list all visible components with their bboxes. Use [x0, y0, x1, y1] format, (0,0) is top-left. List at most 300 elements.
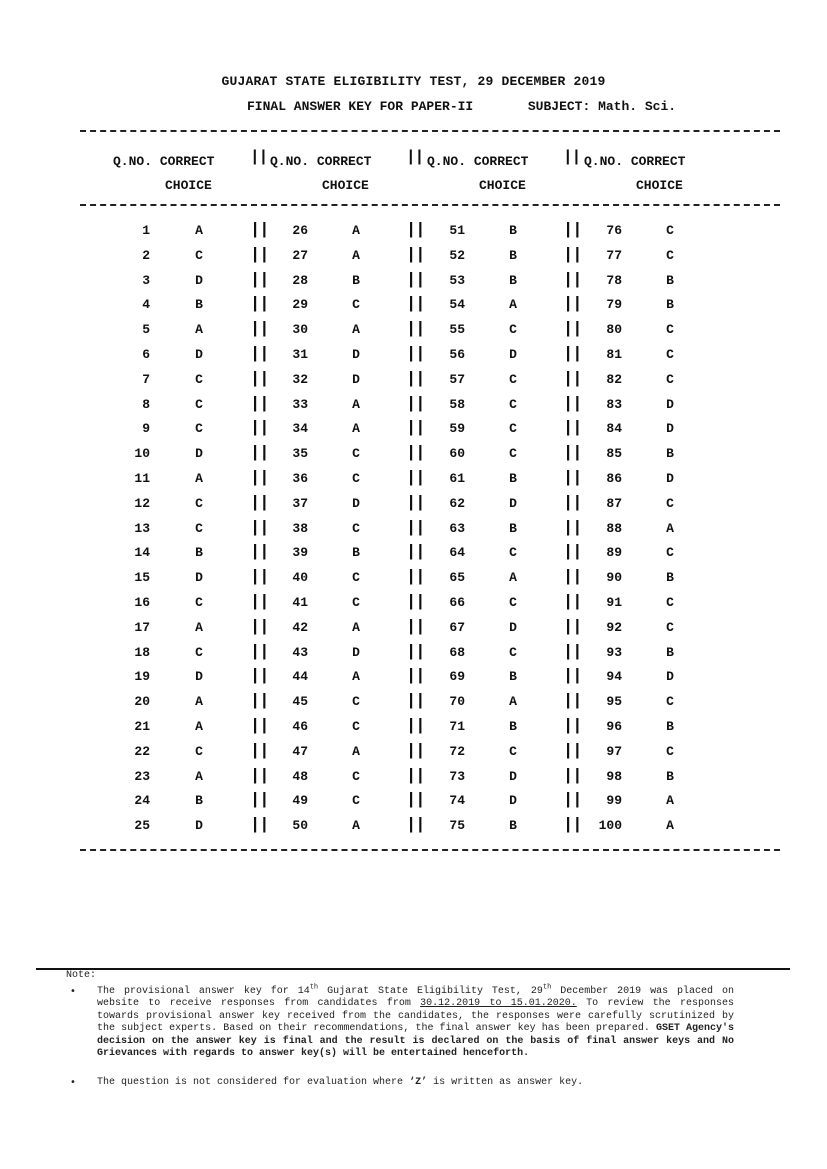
answer-choice: D: [509, 619, 517, 635]
column-separator: ||: [406, 543, 425, 563]
column-separator: ||: [250, 642, 269, 662]
column-separator: ||: [250, 568, 269, 588]
question-number: 67: [449, 619, 465, 635]
column-separator: ||: [563, 221, 582, 240]
question-number: 47: [292, 743, 308, 759]
question-number: 36: [292, 471, 308, 486]
answer-choice: C: [352, 768, 360, 784]
answer-choice: D: [666, 669, 674, 685]
answer-choice: D: [666, 471, 674, 486]
answer-choice: B: [666, 272, 674, 288]
question-number: 60: [449, 446, 465, 462]
answer-choice: C: [352, 446, 360, 462]
question-number: 21: [134, 719, 150, 734]
column-separator: ||: [563, 469, 582, 488]
choice-header: CHOICE: [322, 178, 369, 193]
column-separator: ||: [406, 369, 425, 389]
question-number: 79: [606, 297, 622, 313]
question-number: 35: [292, 446, 308, 462]
column-separator: ||: [563, 667, 582, 687]
column-header: [584, 150, 685, 198]
question-number: 40: [292, 570, 308, 586]
column-separator: ||: [406, 320, 425, 340]
answer-choice: B: [666, 570, 674, 586]
qno-header: Q.NO.: [584, 154, 624, 169]
answer-choice: D: [352, 495, 360, 511]
header-divider: [80, 204, 780, 206]
question-number: 19: [134, 669, 150, 685]
question-number: 69: [449, 669, 465, 685]
column-separator: ||: [250, 667, 269, 687]
column-separator: ||: [250, 816, 269, 836]
answer-choice: B: [352, 545, 360, 561]
column-separator: ||: [406, 692, 425, 712]
top-divider: [80, 130, 780, 132]
column-separator: ||: [250, 617, 269, 637]
answer-choice: C: [666, 371, 674, 387]
question-number: 72: [449, 743, 465, 759]
answer-choice: B: [352, 272, 360, 288]
question-number: 100: [598, 818, 622, 834]
question-number: 48: [292, 768, 308, 784]
column-separator: ||: [406, 593, 425, 612]
answer-choice: B: [666, 297, 674, 313]
column-separator: ||: [563, 692, 582, 712]
answer-choice: A: [195, 223, 203, 238]
question-number: 24: [134, 793, 150, 809]
column-separator: ||: [406, 642, 425, 662]
question-number: 99: [606, 793, 622, 809]
column-separator: ||: [563, 617, 582, 637]
answer-choice: C: [509, 446, 517, 462]
answer-choice: A: [352, 421, 360, 437]
question-number: 11: [134, 471, 150, 486]
column-separator: ||: [250, 444, 269, 464]
column-separator: ||: [563, 295, 582, 315]
question-number: 34: [292, 421, 308, 437]
answer-choice: D: [509, 768, 517, 784]
answer-choice: C: [666, 743, 674, 759]
answer-choice: B: [195, 793, 203, 809]
question-number: 38: [292, 520, 308, 536]
choice-header: CHOICE: [636, 178, 683, 193]
column-separator: ||: [563, 148, 581, 166]
question-number: 6: [142, 347, 150, 362]
question-number: 43: [292, 644, 308, 660]
column-separator: ||: [250, 692, 269, 712]
decision-statement: GSET Agency's decision on the answer key is final and the result is declared on the basis of final answer keys and No Grievances with regards to answer key(s) will be entertained henceforth.: [97, 1023, 735, 1059]
question-number: 23: [134, 768, 150, 784]
question-number: 3: [142, 272, 150, 288]
qno-header: Q.NO.: [113, 154, 153, 169]
notes-section: [66, 970, 734, 1089]
answer-choice: C: [352, 694, 360, 710]
column-separator: ||: [563, 741, 582, 761]
question-number: 77: [606, 247, 622, 263]
answer-choice: C: [195, 495, 203, 511]
subject-label: SUBJECT: Math. Sci.: [527, 99, 677, 114]
answer-choice: B: [509, 247, 517, 263]
column-separator: ||: [250, 245, 269, 265]
answer-choice: C: [352, 471, 360, 486]
question-number: 53: [449, 272, 465, 288]
answer-choice: A: [352, 619, 360, 635]
question-number: 83: [606, 396, 622, 412]
column-separator: ||: [563, 394, 582, 414]
column-separator: ||: [250, 148, 268, 166]
answer-choice: A: [195, 719, 203, 734]
qno-header: Q.NO.: [270, 154, 310, 169]
answer-choice: A: [352, 322, 360, 338]
answer-choice: B: [509, 818, 517, 834]
column-separator: ||: [250, 493, 269, 513]
column-separator: ||: [406, 493, 425, 513]
answer-choice: C: [352, 570, 360, 586]
question-number: 92: [606, 619, 622, 635]
answer-choice: C: [509, 743, 517, 759]
column-separator: ||: [406, 518, 425, 538]
question-number: 95: [606, 694, 622, 710]
question-number: 22: [134, 743, 150, 759]
answer-choice: C: [666, 619, 674, 635]
answer-choice: D: [509, 347, 517, 362]
question-number: 16: [134, 595, 150, 610]
question-number: 75: [449, 818, 465, 834]
question-number: 97: [606, 743, 622, 759]
answer-choice: A: [195, 471, 203, 486]
answer-choice: B: [195, 297, 203, 313]
answer-choice: C: [195, 421, 203, 437]
question-number: 8: [142, 396, 150, 412]
answer-choice: C: [195, 247, 203, 263]
question-number: 49: [292, 793, 308, 809]
column-separator: ||: [406, 444, 425, 464]
column-separator: ||: [250, 394, 269, 414]
answer-choice: A: [666, 520, 674, 536]
column-separator: ||: [563, 369, 582, 389]
paper-label: FINAL ANSWER KEY FOR PAPER-II: [247, 99, 474, 114]
answer-choice: C: [509, 371, 517, 387]
question-number: 39: [292, 545, 308, 561]
question-number: 88: [606, 520, 622, 536]
column-separator: ||: [250, 766, 269, 786]
answer-choice: C: [195, 644, 203, 660]
column-separator: ||: [406, 148, 424, 166]
answer-choice: C: [195, 520, 203, 536]
answer-choice: B: [666, 768, 674, 784]
answer-choice: B: [509, 669, 517, 685]
column-separator: ||: [563, 493, 582, 513]
answer-choice: C: [666, 347, 674, 362]
answer-choice: A: [352, 669, 360, 685]
question-number: 26: [292, 223, 308, 238]
correct-header: CORRECT: [159, 154, 215, 169]
question-number: 1: [142, 223, 150, 238]
question-number: 31: [292, 347, 308, 362]
question-number: 50: [292, 818, 308, 834]
question-number: 94: [606, 669, 622, 685]
question-number: 7: [142, 371, 150, 387]
answer-choice: C: [666, 322, 674, 338]
question-number: 41: [292, 595, 308, 610]
column-separator: ||: [406, 568, 425, 588]
choice-header: CHOICE: [479, 178, 526, 193]
question-number: 59: [449, 421, 465, 437]
column-separator: ||: [406, 270, 425, 290]
answer-choice: C: [666, 545, 674, 561]
question-number: 51: [449, 223, 465, 238]
exam-title: GUJARAT STATE ELIGIBILITY TEST, 29 DECEMBER 2019: [221, 74, 606, 89]
answer-choice: A: [195, 768, 203, 784]
column-separator: ||: [250, 593, 269, 612]
answer-choice: D: [195, 570, 203, 586]
question-number: 87: [606, 495, 622, 511]
question-number: 42: [292, 619, 308, 635]
question-number: 10: [134, 446, 150, 462]
question-number: 2: [142, 247, 150, 263]
answer-choice: C: [352, 595, 360, 610]
question-number: 74: [449, 793, 465, 809]
answer-choice: A: [352, 247, 360, 263]
column-separator: ||: [250, 270, 269, 290]
answer-choice: B: [509, 223, 517, 238]
answer-choice: C: [666, 694, 674, 710]
column-separator: ||: [406, 617, 425, 637]
answer-choice: C: [352, 520, 360, 536]
answer-choice: C: [509, 322, 517, 338]
question-number: 96: [606, 719, 622, 734]
column-separator: ||: [250, 518, 269, 538]
answer-choice: D: [352, 347, 360, 362]
answer-choice: A: [195, 322, 203, 338]
correct-header: CORRECT: [630, 154, 686, 169]
question-number: 18: [134, 644, 150, 660]
question-number: 46: [292, 719, 308, 734]
column-separator: ||: [250, 295, 269, 315]
question-number: 5: [142, 322, 150, 338]
answer-choice: C: [509, 396, 517, 412]
answer-choice: B: [509, 272, 517, 288]
column-separator: ||: [406, 221, 425, 240]
answer-choice: D: [666, 396, 674, 412]
question-number: 73: [449, 768, 465, 784]
question-number: 33: [292, 396, 308, 412]
column-separator: ||: [563, 766, 582, 786]
question-number: 86: [606, 471, 622, 486]
answer-choice: C: [666, 223, 674, 238]
question-number: 76: [606, 223, 622, 238]
answer-choice: A: [666, 793, 674, 809]
column-separator: ||: [406, 667, 425, 687]
column-header: [427, 150, 528, 198]
question-number: 37: [292, 495, 308, 511]
answer-choice: C: [195, 371, 203, 387]
question-number: 78: [606, 272, 622, 288]
answer-choice: C: [666, 247, 674, 263]
question-number: 9: [142, 421, 150, 437]
question-number: 45: [292, 694, 308, 710]
column-separator: ||: [406, 419, 425, 439]
column-separator: ||: [250, 741, 269, 761]
column-separator: ||: [563, 543, 582, 563]
question-number: 68: [449, 644, 465, 660]
question-number: 15: [134, 570, 150, 586]
answer-choice: D: [195, 669, 203, 685]
answer-choice: C: [666, 495, 674, 511]
note-item: • The provisional answer key for 14th Gujarat State Eligibility Test, 29th December 2019 was placed on website to receive responses from candidates from 30.12.2019 to 15.01.2020. To review the responses towards provisional answer key received from the candidates, the responses were carefully scrutinized by the subject experts. Based on their recommendations, the final answer key has been prepared. GSET Agency's decision on the answer key is final and the result is declared on the basis of final answer keys and No Grievances with regards to answer key(s) will be entertained henceforth.: [70, 983, 735, 1059]
answer-choice: B: [509, 471, 517, 486]
column-separator: ||: [563, 568, 582, 588]
column-separator: ||: [563, 717, 582, 736]
column-separator: ||: [563, 245, 582, 265]
date-range: 30.12.2019 to 15.01.2020.: [420, 998, 577, 1009]
question-number: 28: [292, 272, 308, 288]
column-separator: ||: [563, 345, 582, 364]
correct-header: CORRECT: [316, 154, 372, 169]
answer-choice: B: [509, 719, 517, 734]
answer-choice: D: [352, 644, 360, 660]
answer-choice: D: [666, 421, 674, 437]
answer-choice: B: [666, 644, 674, 660]
answer-choice: C: [509, 421, 517, 437]
question-number: 17: [134, 619, 150, 635]
question-number: 56: [449, 347, 465, 362]
question-number: 98: [606, 768, 622, 784]
question-number: 66: [449, 595, 465, 610]
answer-choice: D: [195, 272, 203, 288]
choice-header: CHOICE: [165, 178, 212, 193]
answer-choice: C: [666, 595, 674, 610]
column-separator: ||: [406, 394, 425, 414]
answer-choice: A: [352, 743, 360, 759]
column-separator: ||: [250, 369, 269, 389]
column-separator: ||: [406, 245, 425, 265]
answer-choice: C: [509, 644, 517, 660]
question-number: 91: [606, 595, 622, 610]
qno-header: Q.NO.: [427, 154, 467, 169]
column-separator: ||: [250, 419, 269, 439]
question-number: 55: [449, 322, 465, 338]
column-separator: ||: [406, 816, 425, 836]
answer-choice: A: [666, 818, 674, 834]
bullet-icon: •: [70, 985, 76, 997]
question-number: 4: [142, 297, 150, 313]
answer-choice: B: [509, 520, 517, 536]
question-number: 29: [292, 297, 308, 313]
paper-subtitle: [247, 99, 676, 114]
question-number: 30: [292, 322, 308, 338]
answer-choice: C: [352, 793, 360, 809]
answer-choice: B: [666, 719, 674, 734]
question-number: 14: [134, 545, 150, 561]
column-separator: ||: [250, 221, 269, 240]
answer-choice: D: [352, 371, 360, 387]
column-separator: ||: [563, 642, 582, 662]
question-number: 70: [449, 694, 465, 710]
answer-choice: C: [509, 595, 517, 610]
question-number: 82: [606, 371, 622, 387]
column-separator: ||: [563, 270, 582, 290]
question-number: 84: [606, 421, 622, 437]
answer-choice: D: [509, 495, 517, 511]
note-item: • The question is not considered for evaluation where ‘Z’ is written as answer key.: [70, 1076, 584, 1088]
answer-choice: A: [195, 619, 203, 635]
question-number: 89: [606, 545, 622, 561]
answer-choice: C: [195, 743, 203, 759]
answer-choice: C: [509, 545, 517, 561]
column-separator: ||: [563, 518, 582, 538]
column-separator: ||: [563, 816, 582, 836]
column-separator: ||: [250, 717, 269, 736]
question-number: 54: [449, 297, 465, 313]
answer-choice: C: [352, 297, 360, 313]
column-separator: ||: [406, 717, 425, 736]
column-separator: ||: [563, 320, 582, 340]
answer-choice: A: [195, 694, 203, 710]
answer-choice: C: [195, 396, 203, 412]
answer-choice: A: [509, 694, 517, 710]
question-number: 80: [606, 322, 622, 338]
bullet-icon: •: [70, 1076, 76, 1088]
column-separator: ||: [250, 345, 269, 364]
answer-choice: D: [195, 347, 203, 362]
correct-header: CORRECT: [473, 154, 529, 169]
answer-choice: A: [509, 297, 517, 313]
answer-choice: B: [666, 446, 674, 462]
answer-choice: C: [352, 719, 360, 734]
column-separator: ||: [250, 320, 269, 340]
answer-choice: A: [352, 396, 360, 412]
column-separator: ||: [563, 791, 582, 811]
question-number: 20: [134, 694, 150, 710]
column-separator: ||: [406, 741, 425, 761]
question-number: 65: [449, 570, 465, 586]
bottom-divider: [80, 849, 780, 851]
column-separator: ||: [406, 295, 425, 315]
column-separator: ||: [406, 345, 425, 364]
column-separator: ||: [563, 593, 582, 612]
answer-choice: B: [195, 545, 203, 561]
column-separator: ||: [250, 469, 269, 488]
question-number: 57: [449, 371, 465, 387]
question-number: 52: [449, 247, 465, 263]
column-separator: ||: [250, 543, 269, 563]
question-number: 61: [449, 471, 465, 486]
column-separator: ||: [250, 791, 269, 811]
column-separator: ||: [406, 766, 425, 786]
question-number: 63: [449, 520, 465, 536]
question-number: 85: [606, 446, 622, 462]
question-number: 81: [606, 347, 622, 362]
answer-choice: D: [195, 818, 203, 834]
question-number: 62: [449, 495, 465, 511]
question-number: 90: [606, 570, 622, 586]
answer-choice: D: [195, 446, 203, 462]
column-separator: ||: [563, 419, 582, 439]
column-separator: ||: [406, 791, 425, 811]
question-number: 44: [292, 669, 308, 685]
answer-choice: A: [509, 570, 517, 586]
question-number: 32: [292, 371, 308, 387]
note-label: Note:: [66, 970, 97, 981]
question-number: 64: [449, 545, 465, 561]
answer-choice: D: [509, 793, 517, 809]
question-number: 25: [134, 818, 150, 834]
column-header: [113, 150, 214, 198]
question-number: 13: [134, 520, 150, 536]
answer-choice: A: [352, 818, 360, 834]
column-header: [270, 150, 371, 198]
